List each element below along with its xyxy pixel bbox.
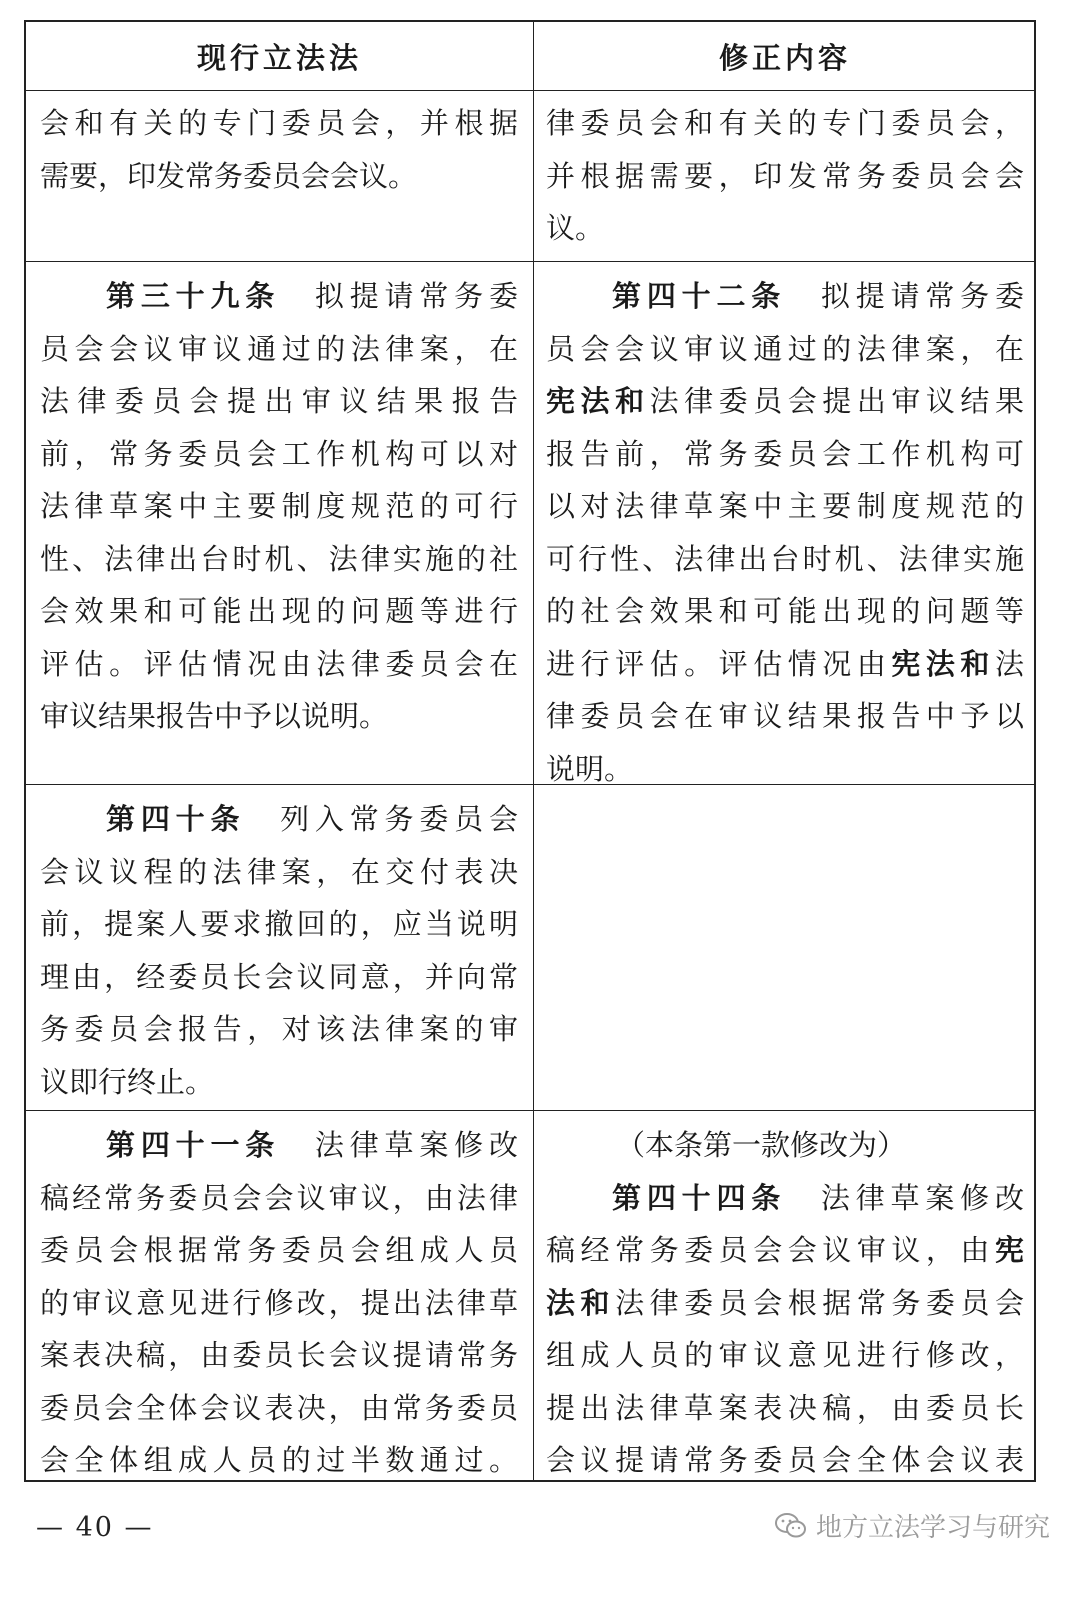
inserted-text: 法和: [546, 1285, 616, 1320]
amendment-cell: （本条第一款修改为） 第四十四条 法律草案修改 稿经常务委员会会议审议，由宪 法和法律委员会根据常务委员会 组成人员的审议意见进行修改， 提出法律草案表决稿，由委员长 会议提请常务委员会全体会议表: [546, 1119, 1024, 1487]
article-title: 第四十二条: [612, 279, 787, 313]
table-row: [26, 261, 1034, 784]
page-number: — 40 —: [36, 1512, 154, 1543]
current-law-cell: 第四十条 列入常务委员会 会议议程的法律案，在交付表决 前，提案人要求撤回的，应当说明 理由，经委员长会议同意，并向常 务委员会报告，对该法律案的审 议即行终止。: [40, 802, 518, 1099]
article-title: 第四十条: [106, 802, 246, 836]
watermark: [774, 1507, 1050, 1544]
table-row: [26, 90, 1034, 261]
table-row: [26, 784, 1034, 1110]
watermark-text: 地方立法学习与研究: [815, 1513, 1050, 1543]
amendment-cell: 律委员会和有关的专门委员会， 并根据需要，印发常务委员会会 议。: [546, 106, 1024, 245]
current-law-cell: 第三十九条 拟提请常务委 员会会议审议通过的法律案，在 法律委员会提出审议结果报告 前，常务委员会工作机构可以对 法律草案中主要制度规范的可行 性、法律出台时机、法律实施的社 会效果和可能出现的问题等进行 评估。评估情况由法律委员会在 审议结果报告中予以说明。: [40, 279, 518, 733]
inserted-text: 宪法和: [891, 646, 995, 681]
header-current-law: 现行立法法: [196, 40, 362, 75]
inserted-text: 宪法和: [546, 384, 650, 418]
article-title: 第三十九条: [106, 279, 281, 313]
table-row: [26, 1110, 1034, 1482]
comparison-table: [24, 20, 1036, 1482]
current-law-cell: 会和有关的专门委员会，并根据 需要，印发常务委员会会议。: [40, 106, 518, 193]
amendment-note: （本条第一款修改为）: [616, 1128, 907, 1162]
inserted-text: 宪: [994, 1233, 1024, 1267]
article-title: 第四十一条: [106, 1128, 281, 1162]
header-amendment: 修正内容: [718, 40, 851, 75]
amendment-cell: 第四十二条 拟提请常务委 员会会议审议通过的法律案，在 宪法和法律委员会提出审议结果 报告前，常务委员会工作机构可 以对法律草案中主要制度规范的 可行性、法律出台时机、法律实施 的社会效果和可能出现的问题等 进行评估。评估情况由宪法和法 律委员会在审议结果报告中予以 说明。: [546, 279, 1024, 786]
current-law-cell: 第四十一条 法律草案修改 稿经常务委员会会议审议，由法律 委员会根据常务委员会组成人员 的审议意见进行修改，提出法律草 案表决稿，由委员长会议提请常务 委员会全体会议表决，由常务委员 会全体组成人员的过半数通过。: [40, 1128, 518, 1477]
article-title: 第四十四条: [612, 1180, 787, 1215]
wechat-icon: [774, 1512, 808, 1540]
